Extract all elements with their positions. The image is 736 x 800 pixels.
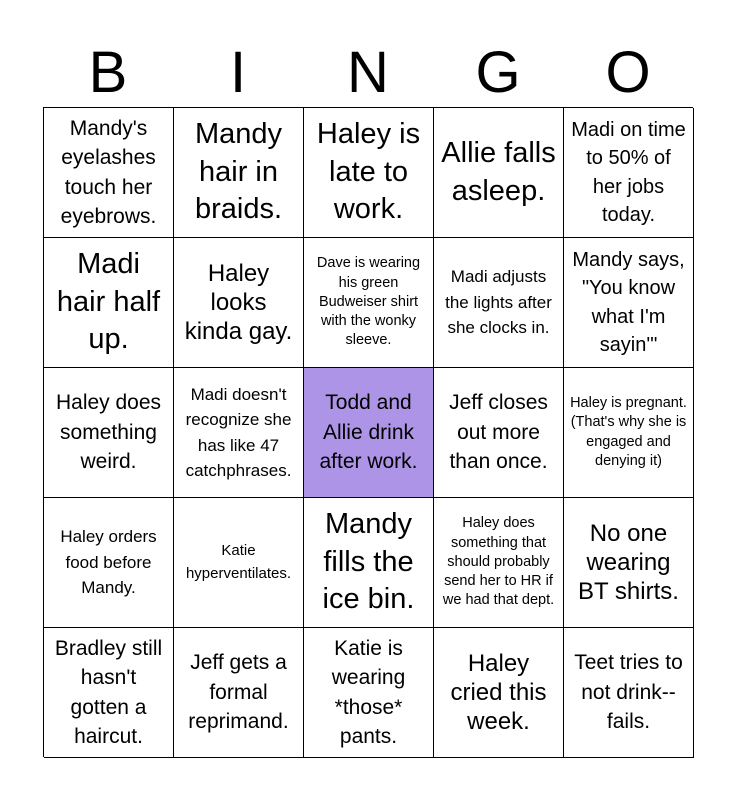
header-letter-g: G (475, 40, 521, 105)
bingo-cell-r1c1[interactable]: Mandy's eyelashes touch her eyebrows. (44, 108, 174, 238)
bingo-cell-r1c3[interactable]: Haley is late to work. (304, 108, 434, 238)
bingo-cell-r1c4[interactable]: Allie falls asleep. (434, 108, 564, 238)
bingo-cell-r4c2[interactable]: Katie hyperventilates. (174, 498, 304, 628)
bingo-cell-r5c2[interactable]: Jeff gets a formal reprimand. (174, 628, 304, 758)
bingo-cell-r5c5[interactable]: Teet tries to not drink--fails. (564, 628, 694, 758)
bingo-cell-free-space[interactable]: Todd and Allie drink after work. (304, 368, 434, 498)
bingo-cell-r1c2[interactable]: Mandy hair in braids. (174, 108, 304, 238)
bingo-cell-r2c5[interactable]: Mandy says, "You know what I'm sayin'" (564, 238, 694, 368)
bingo-cell-r4c5[interactable]: No one wearing BT shirts. (564, 498, 694, 628)
header-letter-i: I (229, 40, 247, 105)
bingo-cell-r3c1[interactable]: Haley does something weird. (44, 368, 174, 498)
bingo-board (43, 107, 693, 757)
bingo-cell-r3c4[interactable]: Jeff closes out more than once. (434, 368, 564, 498)
bingo-cell-r4c3[interactable]: Mandy fills the ice bin. (304, 498, 434, 628)
bingo-cell-r2c4[interactable]: Madi adjusts the lights after she clocks in. (434, 238, 564, 368)
bingo-cell-r5c3[interactable]: Katie is wearing *those* pants. (304, 628, 434, 758)
bingo-cell-r1c5[interactable]: Madi on time to 50% of her jobs today. (564, 108, 694, 238)
bingo-cell-r3c2[interactable]: Madi doesn't recognize she has like 47 catchphrases. (174, 368, 304, 498)
header-letter-n: N (347, 40, 389, 105)
bingo-cell-r5c1[interactable]: Bradley still hasn't gotten a haircut. (44, 628, 174, 758)
header-letter-b: B (88, 40, 128, 105)
bingo-cell-r4c1[interactable]: Haley orders food before Mandy. (44, 498, 174, 628)
bingo-cell-r2c1[interactable]: Madi hair half up. (44, 238, 174, 368)
bingo-cell-r2c2[interactable]: Haley looks kinda gay. (174, 238, 304, 368)
bingo-cell-r5c4[interactable]: Haley cried this week. (434, 628, 564, 758)
bingo-header (43, 40, 693, 106)
bingo-cell-r3c5[interactable]: Haley is pregnant. (That's why she is engaged and denying it) (564, 368, 694, 498)
bingo-cell-r4c4[interactable]: Haley does something that should probably send her to HR if we had that dept. (434, 498, 564, 628)
bingo-cell-r2c3[interactable]: Dave is wearing his green Budweiser shirt with the wonky sleeve. (304, 238, 434, 368)
header-letter-o: O (605, 40, 651, 105)
